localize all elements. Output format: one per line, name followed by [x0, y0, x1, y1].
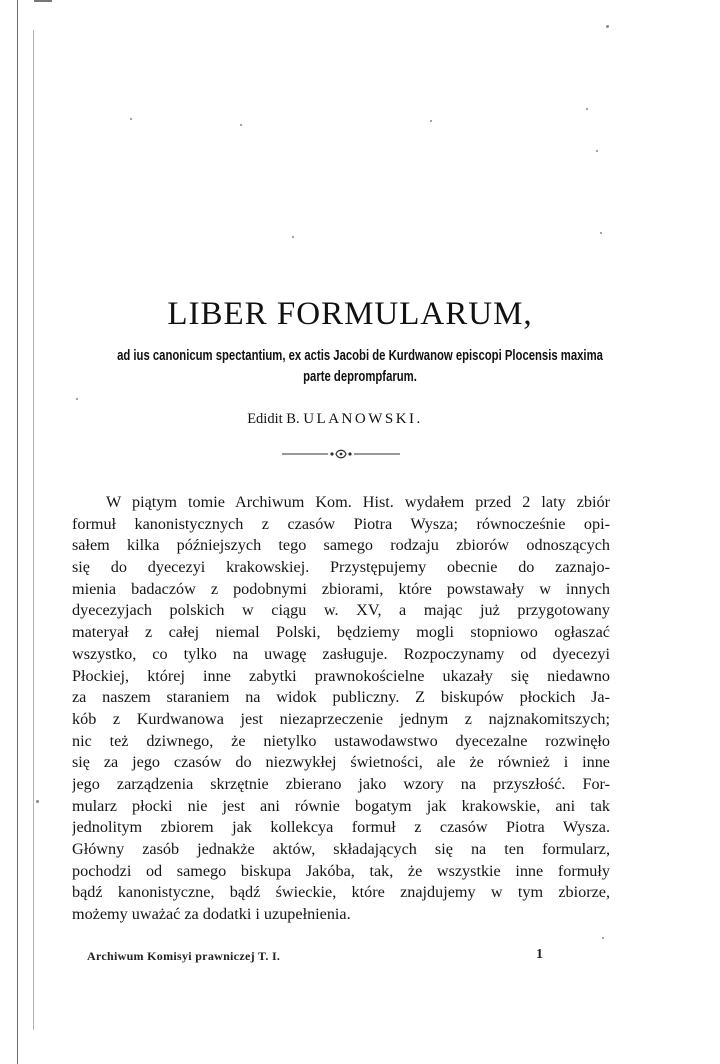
- ornament-divider: [282, 448, 400, 460]
- body-line: formuł kanonistycznych z czasów Piotra Wysza; równocześnie opi-: [72, 514, 610, 533]
- body-line: materyał z całej niemal Polski, będziemy mogli stopniowo ogłaszać: [72, 623, 610, 642]
- body-line: kób z Kurdwanowa jest niezaprzeczenie jednym z najznakomitszych;: [72, 709, 610, 728]
- body-line: jego zarządzenia skrzętnie zbierano jako wzory na przyszłość. For-: [72, 774, 610, 793]
- body-line: sałem kilka późniejszych tego samego rodzaju zbiorów odnoszących: [72, 536, 610, 555]
- body-line: nic też dziwnego, że nietylko ustawodawstwo dyecezalne rozwinęło: [72, 731, 610, 750]
- body-line: pochodzi od samego biskupa Jakóba, tak, że wszystkie inne formuły: [72, 861, 610, 880]
- editor-name: ULANOWSKI.: [303, 411, 423, 427]
- editor-prefix: Edidit B.: [247, 411, 300, 427]
- body-line: mularz płocki nie jest ani równie bogatym jak krakowskie, ani tak: [72, 796, 610, 815]
- body-line: mienia badaczów z podobnymi zbiorami, które powstawały w innych: [72, 579, 610, 598]
- scan-speck: [430, 120, 432, 122]
- body-line: się do dyecezyi krakowskiej. Przystępujemy obecnie do zaznajo-: [72, 558, 610, 577]
- body-line: Płockiej, której inne zabytki prawnokościelne ukazały się niedawno: [72, 666, 610, 685]
- body-line: za naszem staraniem na widok publiczny. Z biskupów płockich Ja-: [72, 688, 610, 707]
- document-subtitle: [117, 346, 603, 388]
- scan-speck: [606, 25, 609, 28]
- scan-edge-line: [17, 0, 18, 1064]
- scan-speck: [240, 124, 242, 126]
- document-title: LIBER FORMULARUM,: [167, 296, 533, 332]
- scan-speck: [602, 937, 604, 939]
- body-line: dyecezyjach polskich w ciągu w. XV, a mając już przygotowany: [72, 601, 610, 620]
- body-line: się za jego czasów do niezwykłej świetności, ale że również i inne: [72, 753, 610, 772]
- body-paragraph: [72, 492, 610, 926]
- body-line: Główny zasób jednakże aktów, składających się na ten formularz,: [72, 840, 610, 858]
- body-line: W piątym tomie Archiwum Kom. Hist. wydałem przed 2 laty zbiór: [106, 493, 610, 511]
- editor-credit: [0, 411, 670, 428]
- scan-speck: [76, 398, 78, 400]
- scan-edge-mark: [34, 0, 52, 2]
- body-line: możemy uważać za dodatki i uzupełnienia.: [72, 905, 351, 924]
- scan-speck: [596, 150, 598, 152]
- scan-speck: [292, 236, 294, 238]
- scan-edge-line-inner: [33, 30, 34, 1030]
- scan-speck: [36, 800, 39, 803]
- page-number: 1: [536, 947, 543, 962]
- scan-speck: [130, 118, 132, 120]
- scan-speck: [600, 232, 602, 234]
- subtitle-line: parte deprompfarum.: [303, 369, 417, 385]
- body-line: jednolitym zbiorem jak kollekcya formuł z czasów Piotra Wysza.: [72, 818, 610, 837]
- body-line: bądź kanonistyczne, bądź świeckie, które znajdujemy w tym zbiorze,: [72, 883, 610, 902]
- body-line: wszystko, co tylko na uwagę zasługuje. Rozpoczynamy od dyecezyi: [72, 644, 610, 663]
- footer-source: Archiwum Komisyi prawniczej T. I.: [87, 949, 281, 963]
- subtitle-line: ad ius canonicum spectantium, ex actis Jacobi de Kurdwanow episcopi Plocensis maxima: [117, 348, 603, 364]
- scan-speck: [586, 108, 588, 110]
